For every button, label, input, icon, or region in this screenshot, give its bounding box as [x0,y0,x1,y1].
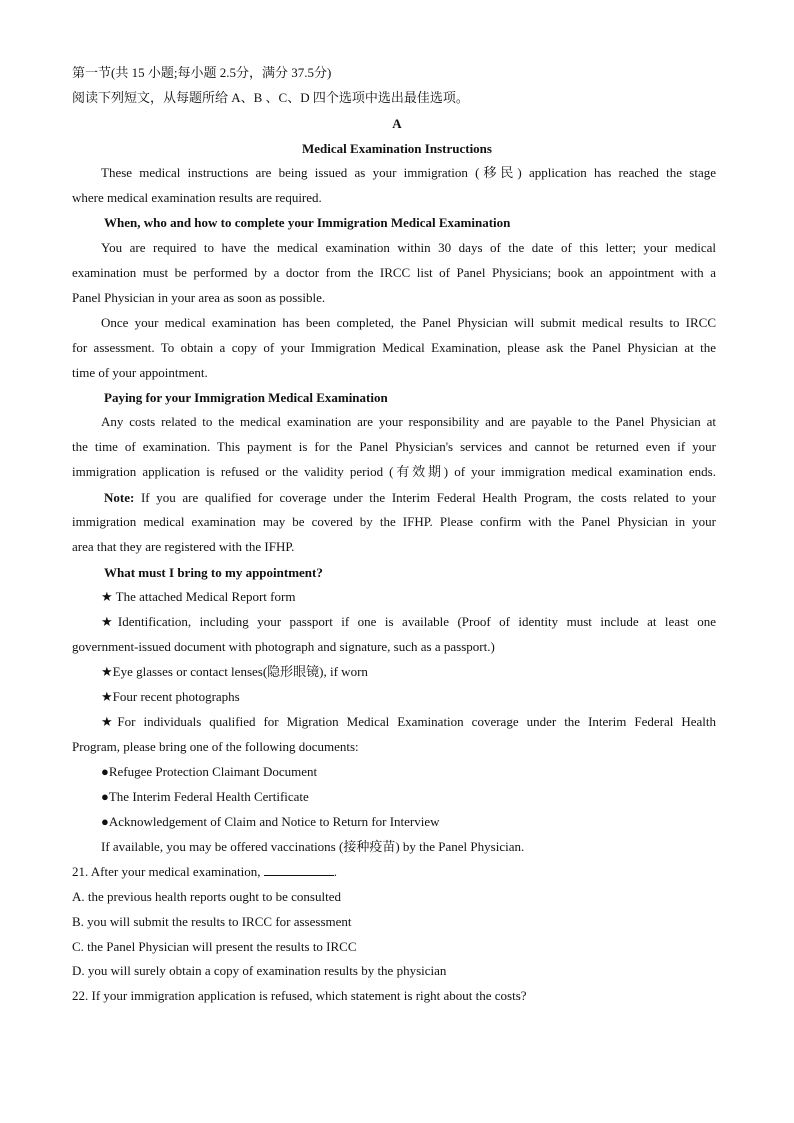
option-d: D. you will surely obtain a copy of examination results by the physician [72,963,447,978]
paragraph-line: examination must be performed by a doctor from the IRCC list of Panel Physicians; book an appointment with a [72,265,716,280]
option-a: A. the previous health reports ought to be consulted [72,889,341,904]
passage-title: Medical Examination Instructions [302,141,492,156]
paragraph-line: immigration application is refused or the validity period (有效期) of your immigration medical examination ends. [72,464,716,479]
section-heading: 第一节(共 15 小题;每小题 2.5分，满分 37.5分) [72,65,332,80]
document-item: ●The Interim Federal Health Certificate [101,789,309,804]
bring-item: ★Four recent photographs [101,689,240,704]
document-item: ●Refugee Protection Claimant Document [101,764,318,779]
paragraph-line: time of your appointment. [72,365,208,380]
question-22: 22. If your immigration application is refused, which statement is right about the costs? [72,988,527,1003]
option-b: B. you will submit the results to IRCC for assessment [72,914,352,929]
paragraph-line: the time of examination. This payment is for the Panel Physician's services and cannot be returned even if your [72,439,716,454]
question-21-stem: 21. After your medical examination, [72,864,261,879]
intro-line: These medical instructions are being issued as your immigration (移民) application has reached the stage [101,165,716,180]
paragraph-line: for assessment. To obtain a copy of your Immigration Medical Examination, please ask the Panel Physician at the [72,340,716,355]
paragraph-line: You are required to have the medical examination within 30 days of the date of this letter; your medical [101,240,716,255]
paragraph-line: Once your medical examination has been completed, the Panel Physician will submit medical results to IRCC [101,315,716,330]
bring-item: ★For individuals qualified for Migration Medical Examination coverage under the Interim Federal Health [101,714,716,729]
bring-item: Program, please bring one of the following documents: [72,739,359,754]
paragraph-line: Any costs related to the medical examination are your responsibility and are payable to the Panel Physician at [101,414,716,429]
passage-letter: A [392,116,402,131]
subheading-what-to-bring: What must I bring to my appointment? [104,565,323,580]
note-label: Note: [104,490,135,505]
bring-item: ★Eye glasses or contact lenses(隐形眼镜), if worn [101,664,368,679]
note-line [104,489,716,507]
bring-item: government-issued document with photograph and signature, such as a passport.) [72,639,495,654]
question-21-end: . [333,864,337,879]
document-item: ●Acknowledgement of Claim and Notice to Return for Interview [101,814,440,829]
note-line: area that they are registered with the IFHP. [72,539,295,554]
question-21 [72,863,716,881]
subheading-when-who-how: When, who and how to complete your Immigration Medical Examination [104,215,511,230]
section-instruction: 阅读下列短文，从每题所给 A、B 、C、D 四个选项中选出最佳选项。 [72,90,469,105]
intro-line: where medical examination results are required. [72,190,322,205]
closing-line: If available, you may be offered vaccinations (接种疫苗) by the Panel Physician. [101,839,525,854]
note-line: immigration medical examination may be covered by the IFHP. Please confirm with the Panel Physician in your [72,514,716,529]
bring-item: ★Identification, including your passport if one is available (Proof of identity must include at least one [101,614,716,629]
subheading-paying: Paying for your Immigration Medical Examination [104,390,388,405]
paragraph-line: Panel Physician in your area as soon as possible. [72,290,326,305]
answer-blank [264,863,334,876]
note-text: If you are qualified for coverage under the Interim Federal Health Program, the costs related to your [140,490,716,505]
option-c: C. the Panel Physician will present the results to IRCC [72,939,357,954]
bring-item: ★ The attached Medical Report form [101,589,296,604]
